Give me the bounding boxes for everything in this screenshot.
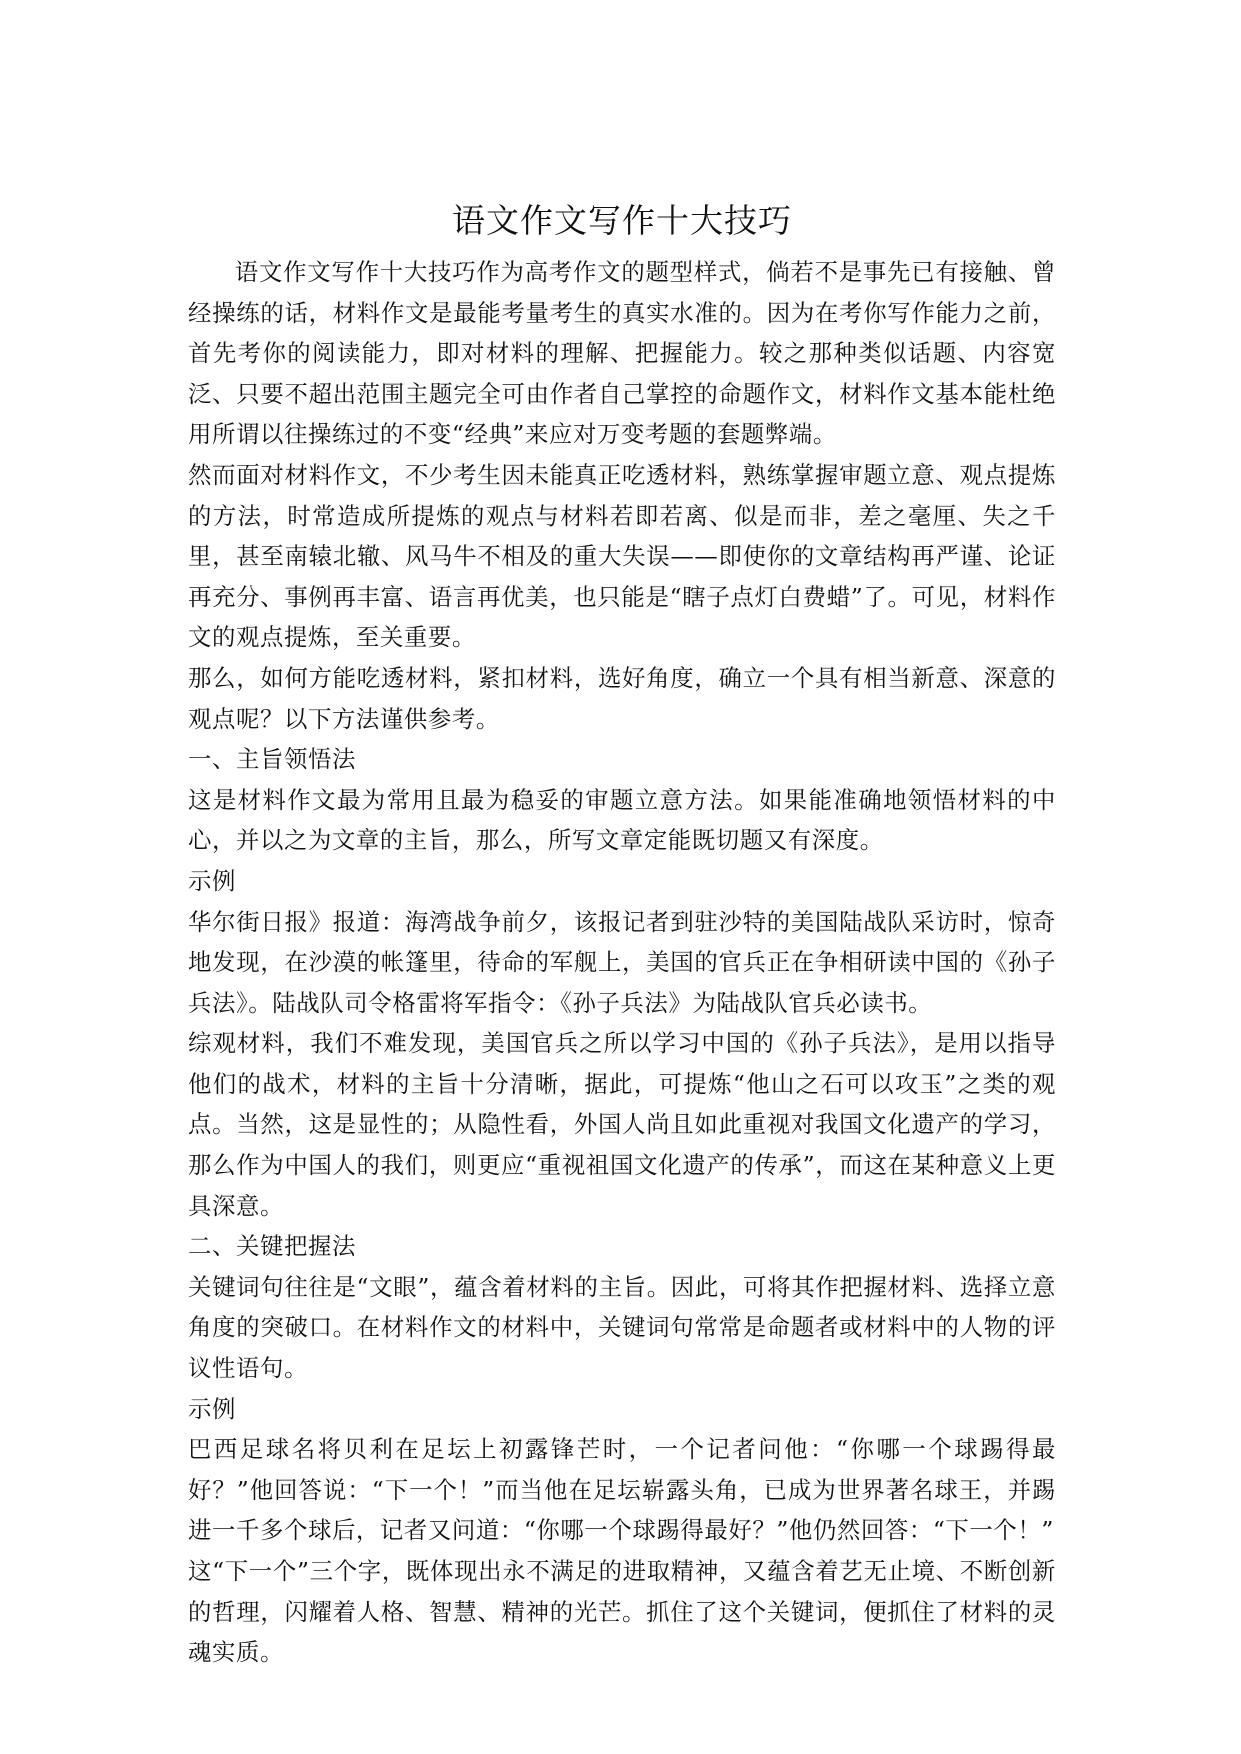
example-label: 示例 bbox=[188, 866, 236, 895]
body-paragraph: 关键词句往往是“文眼”，蕴含着材料的主旨。因此，可将其作把握材料、选择立意角度的突破口。在材料作文的材料中，关键词句常常是命题者或材料中的人物的评议性语句。 bbox=[188, 1272, 1056, 1383]
section-heading: 二、关键把握法 bbox=[188, 1232, 356, 1261]
body-paragraph: 那么，如何方能吃透材料，紧扣材料，选好角度，确立一个具有相当新意、深意的观点呢？以下方法谨供参考。 bbox=[188, 663, 1056, 733]
example-label: 示例 bbox=[188, 1394, 236, 1423]
document-page bbox=[188, 196, 1056, 1673]
body-paragraph: 然而面对材料作文，不少考生因未能真正吃透材料，熟练掌握审题立意、观点提炼的方法，时常造成所提炼的观点与材料若即若离、似是而非，差之毫厘、失之千里，甚至南辕北辙、风马牛不相及的重大失误——即使你的文章结构再严谨、论证再充分、事例再丰富、语言再优美，也只能是“瞎子点灯白费蜡”了。可见，材料作文的观点提炼，至关重要。 bbox=[188, 460, 1056, 652]
section-heading: 一、主旨领悟法 bbox=[188, 745, 356, 774]
body-paragraph: 这“下一个”三个字，既体现出永不满足的进取精神，又蕴含着艺无止境、不断创新的哲理，闪耀着人格、智慧、精神的光芒。抓住了这个关键词，便抓住了材料的灵魂实质。 bbox=[188, 1557, 1056, 1667]
body-paragraph: 综观材料，我们不难发现，美国官兵之所以学习中国的《孙子兵法》，是用以指导他们的战术，材料的主旨十分清晰，据此，可提炼“他山之石可以攻玉”之类的观点。当然，这是显性的；从隐性看，外国人尚且如此重视对我国文化遗产的学习，那么作为中国人的我们，则更应“重视祖国文化遗产的传承”，而这在某种意义上更具深意。 bbox=[188, 1029, 1056, 1220]
body-paragraph: 这是材料作文最为常用且最为稳妥的审题立意方法。如果能准确地领悟材料的中心，并以之为文章的主旨，那么，所写文章定能既切题又有深度。 bbox=[188, 785, 1056, 855]
example-paragraph: 巴西足球名将贝利在足坛上初露锋芒时，一个记者问他：“你哪一个球踢得最好？”他回答说：“下一个！”而当他在足坛崭露头角，已成为世界著名球王，并踢进一千多个球后，记者又问道：“你哪一个球踢得最好？”他仍然回答：“下一个！” bbox=[188, 1435, 1056, 1545]
example-paragraph: 华尔街日报》报道：海湾战争前夕，该报记者到驻沙特的美国陆战队采访时，惊奇地发现，在沙漠的帐篷里，待命的军舰上，美国的官兵正在争相研读中国的《孙子兵法》。陆战队司令格雷将军指令：《孙子兵法》为陆战队官兵必读书。 bbox=[188, 907, 1056, 1017]
document-body bbox=[188, 252, 1056, 1673]
intro-paragraph: 语文作文写作十大技巧作为高考作文的题型样式，倘若不是事先已有接触、曾经操练的话，材料作文是最能考量考生的真实水准的。因为在考你写作能力之前，首先考你的阅读能力，即对材料的理解、把握能力。较之那种类似话题、内容宽泛、只要不超出范围主题完全可由作者自己掌控的命题作文，材料作文基本能杜绝用所谓以往操练过的不变“经典”来应对万变考题的套题弊端。 bbox=[188, 258, 1056, 449]
document-title: 语文作文写作十大技巧 bbox=[452, 201, 792, 240]
